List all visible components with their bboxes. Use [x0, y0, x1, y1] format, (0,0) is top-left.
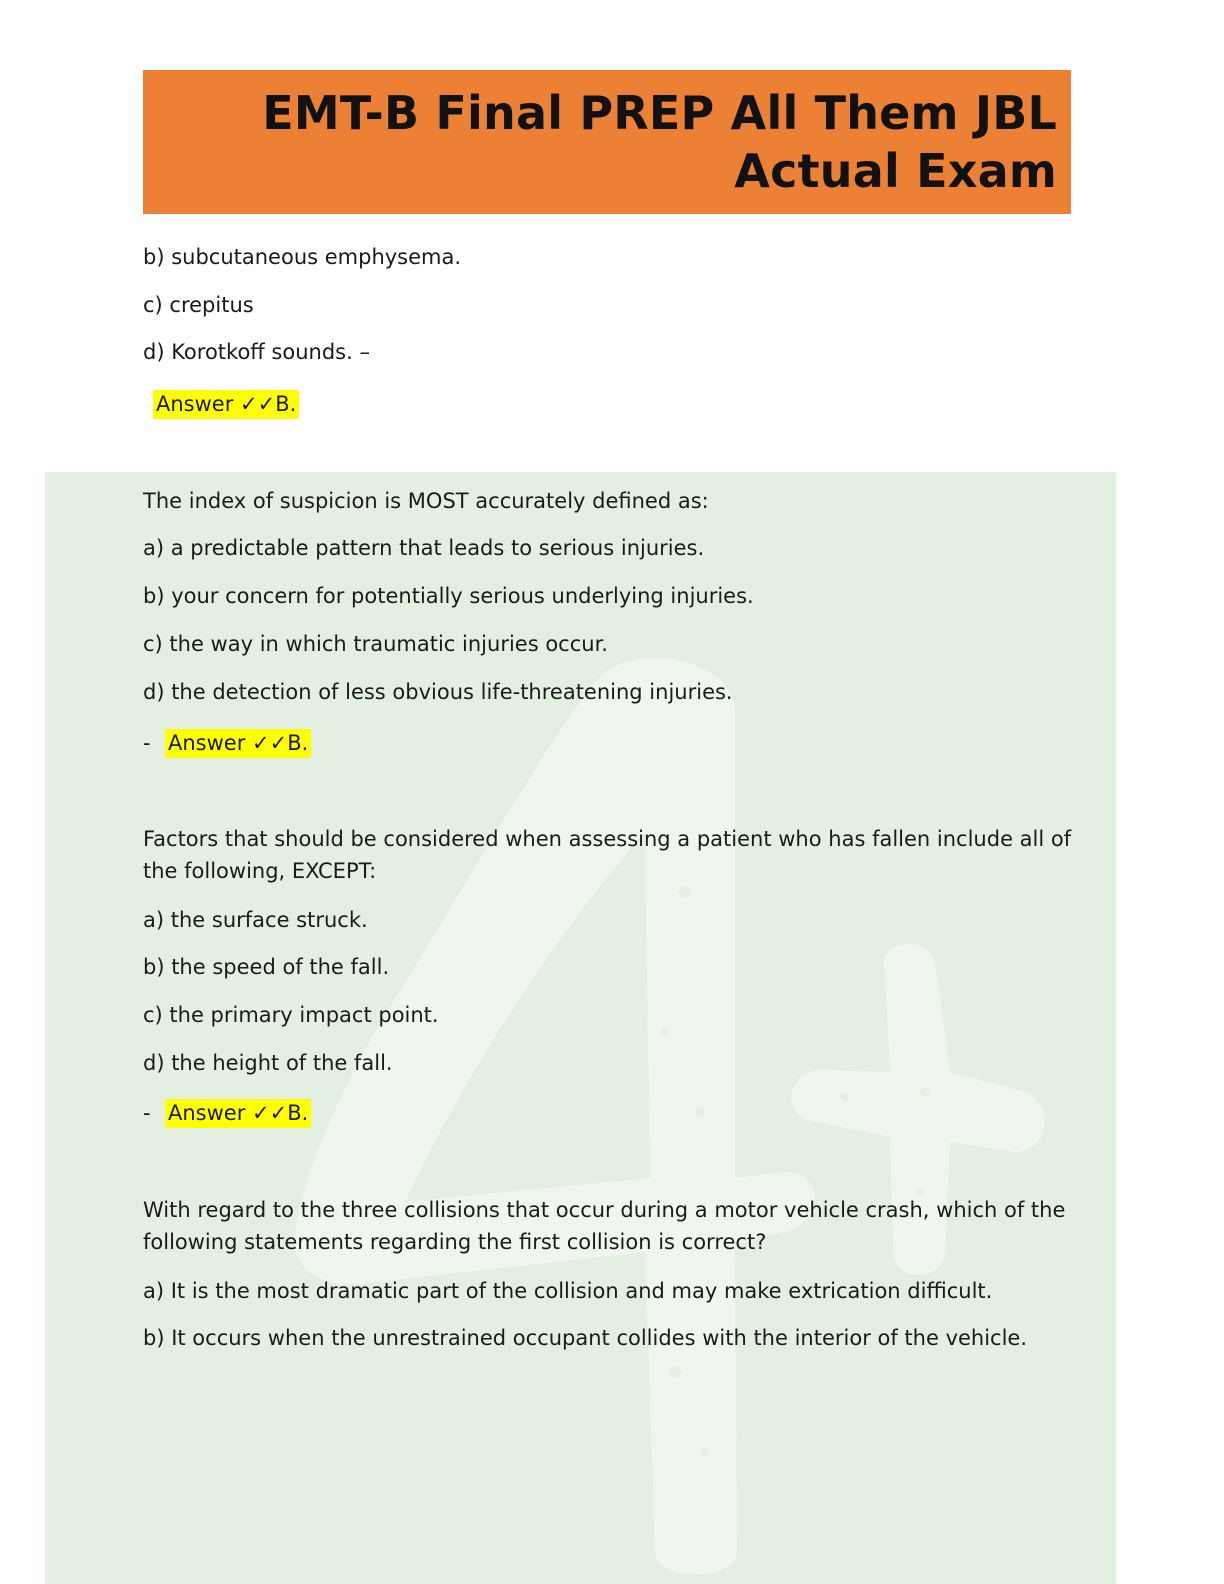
option-a: a) the surface struck.: [143, 908, 368, 932]
title-banner: [143, 70, 1071, 214]
answer-highlight: Answer ✓✓B.: [165, 729, 311, 758]
option-c: c) the way in which traumatic injuries occur.: [143, 632, 608, 656]
question-stem: With regard to the three collisions that occur during a motor vehicle crash, which of the following statements regarding the first collision is correct?: [143, 1198, 1066, 1254]
answer-line: [143, 728, 311, 758]
answer-line: [143, 1098, 311, 1128]
answer-dash: -: [143, 731, 151, 755]
answer-dash: -: [143, 1101, 151, 1125]
answer-line: [153, 389, 299, 419]
option-b: b) the speed of the fall.: [143, 955, 390, 979]
option-c: c) the primary impact point.: [143, 1003, 439, 1027]
page-title-line-1: EMT-B Final PREP All Them JBL: [262, 86, 1057, 140]
option-b: b) subcutaneous emphysema.: [143, 245, 462, 269]
option-d: d) the detection of less obvious life-threatening injuries.: [143, 680, 733, 704]
answer-highlight: Answer ✓✓B.: [153, 390, 299, 419]
answer-highlight: Answer ✓✓B.: [165, 1099, 311, 1128]
option-a: a) a predictable pattern that leads to serious injuries.: [143, 536, 705, 560]
option-d: d) Korotkoff sounds. –: [143, 340, 370, 364]
page-title-line-2: Actual Exam: [734, 144, 1057, 198]
option-c: c) crepitus: [143, 293, 254, 317]
option-a: a) It is the most dramatic part of the collision and may make extrication difficult.: [143, 1279, 993, 1303]
option-d: d) the height of the fall.: [143, 1051, 393, 1075]
question-stem: The index of suspicion is MOST accurately defined as:: [143, 489, 709, 513]
question-stem: Factors that should be considered when assessing a patient who has fallen include all of the following, EXCEPT:: [143, 827, 1072, 883]
option-b: b) It occurs when the unrestrained occupant collides with the interior of the vehicle.: [143, 1326, 1028, 1350]
option-b: b) your concern for potentially serious underlying injuries.: [143, 584, 754, 608]
